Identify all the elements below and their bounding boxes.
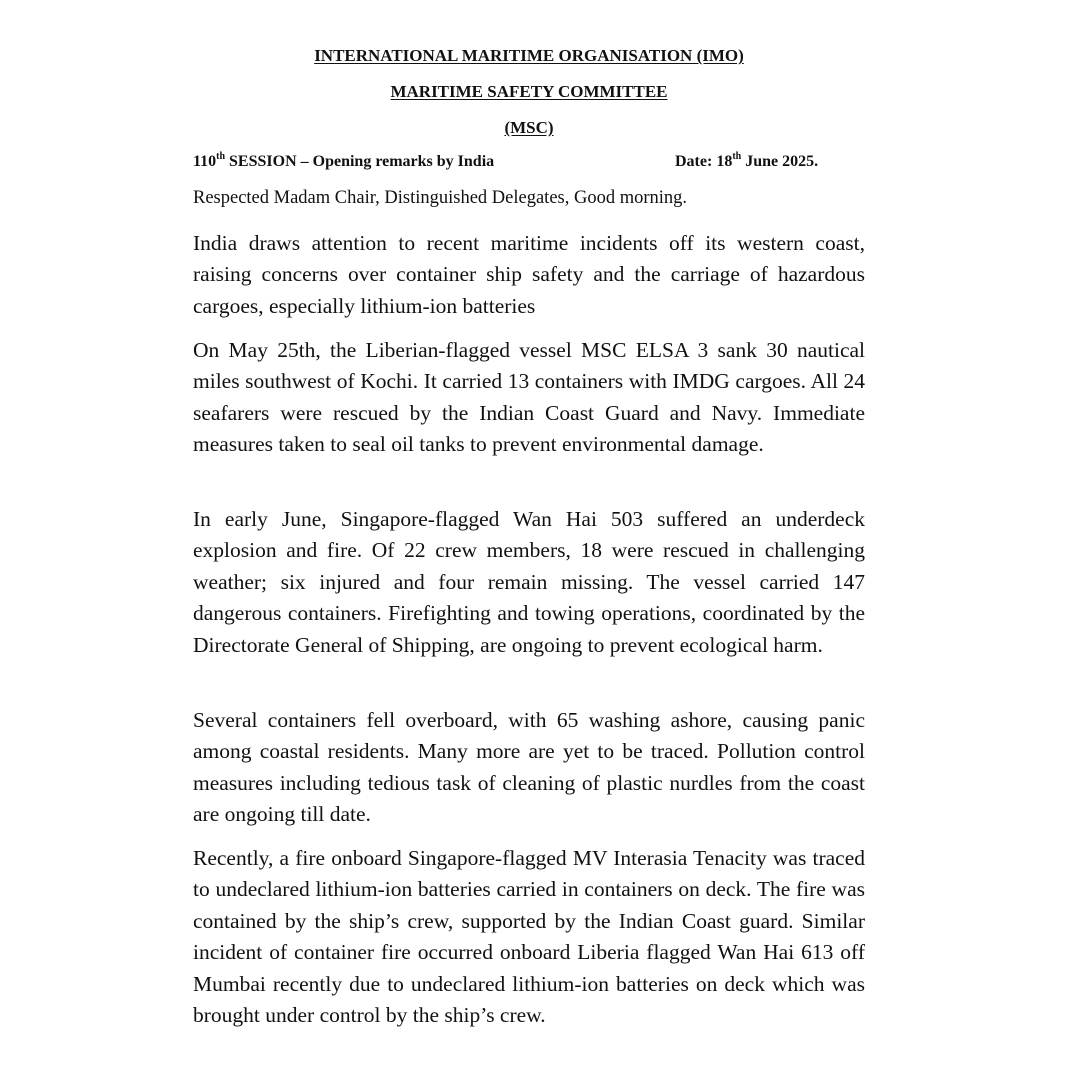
paragraph-intro: India draws attention to recent maritime incidents off its western coast, raising concerns over container ship safety and the carriage of hazardous cargoes, especially lithium-ion batteries bbox=[193, 231, 865, 318]
paragraph-interasia-tenacity: Recently, a fire onboard Singapore-flagged MV Interasia Tenacity was traced to undeclared lithium-ion batteries carried in containers on deck. The fire was contained by the ship’s crew, supported by the Indian Coast guard. Similar incident of container fire occurred onboard Liberia flagged Wan Hai 613 off Mumbai recently due to undeclared lithium-ion batteries on deck which was brought under control by the ship’s crew. bbox=[193, 846, 865, 1028]
session-title bbox=[193, 150, 495, 171]
date-prefix: Date: 18 bbox=[675, 153, 733, 170]
committee-title: MARITIME SAFETY COMMITTEE bbox=[390, 82, 668, 101]
session-ordinal-suffix: th bbox=[216, 150, 226, 162]
session-description: SESSION – Opening remarks by India bbox=[225, 153, 495, 170]
paragraph-msc-elsa: On May 25th, the Liberian-flagged vessel MSC ELSA 3 sank 30 nautical miles southwest of Kochi. It carried 13 containers with IMDG cargoes. All 24 seafarers were rescued by the Indian Coast Guard and Navy. Immediate measures taken to seal oil tanks to prevent environmental damage. bbox=[193, 338, 865, 457]
date-rest: June 2025. bbox=[741, 153, 819, 170]
session-info-row bbox=[193, 150, 865, 177]
paragraph-wan-hai-503: In early June, Singapore-flagged Wan Hai 503 suffered an underdeck explosion and fire. Of 22 crew members, 18 were rescued in challenging weather; six injured and four remain missing. The vessel carried 147 dangerous containers. Firefighting and towing operations, coordinated by the Directorate General of Shipping, are ongoing to prevent ecological harm. bbox=[193, 507, 865, 657]
greeting-line: Respected Madam Chair, Distinguished Delegates, Good morning. bbox=[193, 188, 688, 208]
session-number: 110 bbox=[193, 153, 217, 170]
committee-abbreviation: (MSC) bbox=[504, 118, 554, 137]
organisation-title: INTERNATIONAL MARITIME ORGANISATION (IMO) bbox=[314, 46, 744, 65]
date-ordinal-suffix: th bbox=[732, 150, 742, 162]
paragraph-containers-overboard: Several containers fell overboard, with 65 washing ashore, causing panic among coastal residents. Many more are yet to be traced. Pollution control measures including tedious task of cleaning of plastic nurdles from the coast are ongoing till date. bbox=[193, 708, 865, 827]
session-date bbox=[675, 150, 819, 171]
